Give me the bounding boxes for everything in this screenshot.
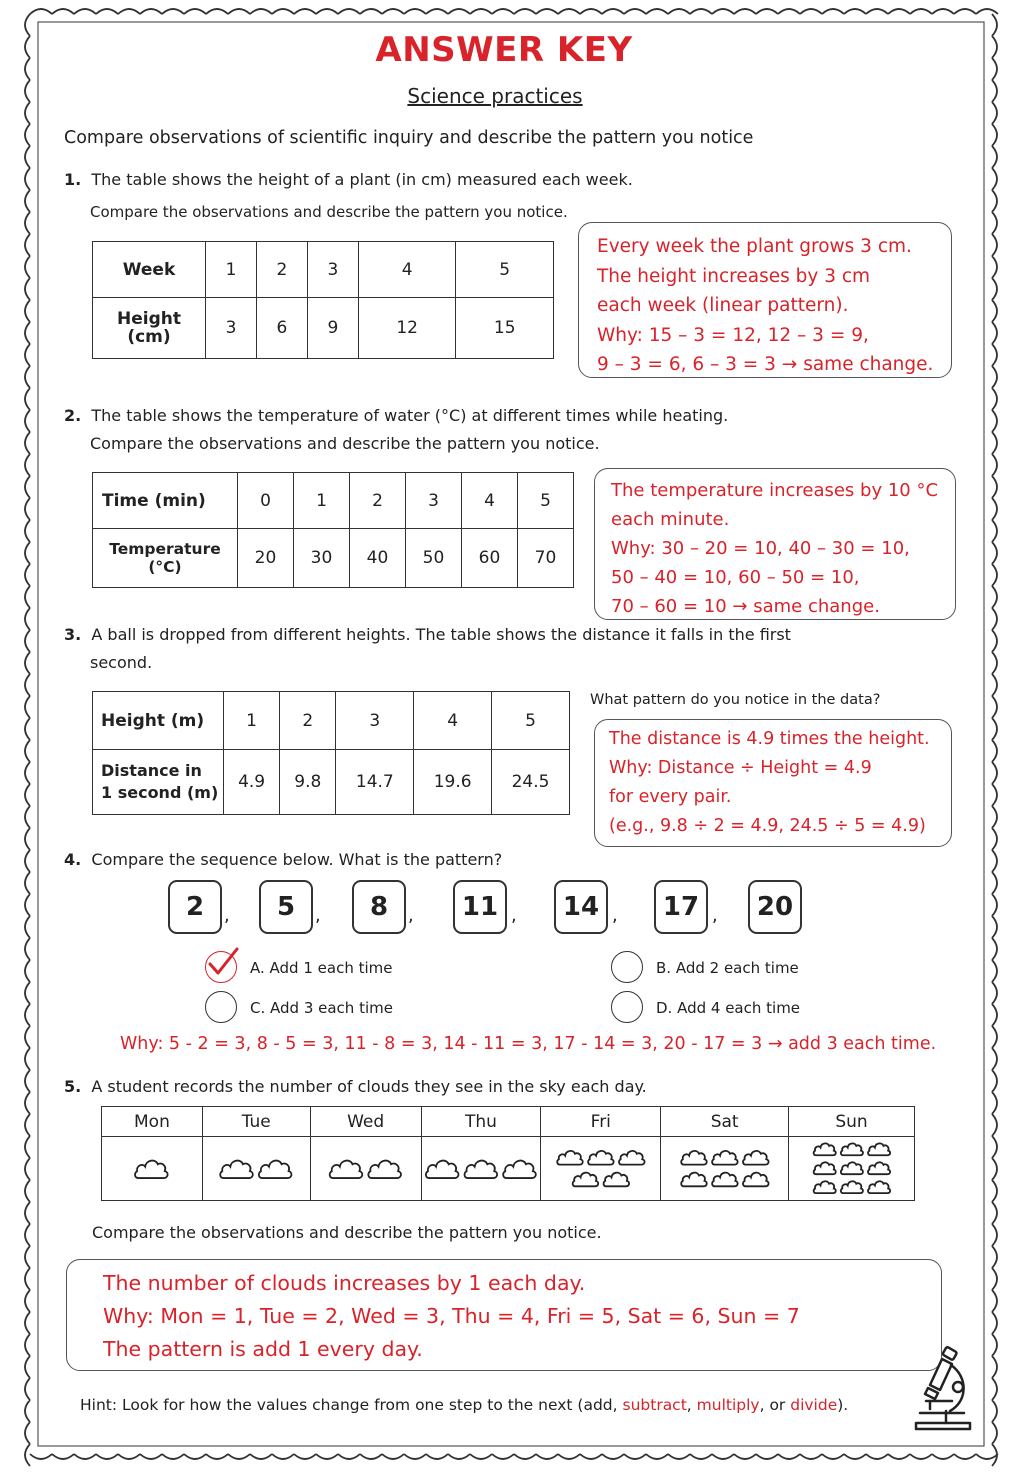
q1-table [92,241,554,359]
q3-row2-label-a: Distance in [101,761,202,780]
q2-time-cell: 0 [238,473,294,529]
q1-height-cell: 15 [456,298,554,359]
q1-answer-line: 9 – 3 = 6, 6 – 3 = 3 → same change. [597,354,934,375]
day-header-wed: Wed [310,1107,421,1137]
cloud-cell-sat [661,1137,789,1201]
cloud-icon [681,1151,707,1165]
q3-prompt: What pattern do you notice in the data? [590,692,881,708]
day-header-thu: Thu [421,1107,541,1137]
cloud-group [205,1137,307,1195]
day-header-tue: Tue [202,1107,310,1137]
q1-number: 1. [64,170,82,189]
option-a-label[interactable]: A. Add 1 each time [250,959,393,977]
cloud-icon [712,1151,738,1165]
q3-distance-cell: 9.8 [280,750,336,815]
q3-distance-cell: 19.6 [414,750,492,815]
sequence-term: 11 [453,880,507,934]
cloud-group [664,1137,786,1195]
q3-distance-cell: 4.9 [224,750,280,815]
q1-row1-label: Week [93,242,206,298]
q1-row2-label [93,298,206,359]
q2-row2-label-b: (°C) [148,558,182,576]
sequence-comma: , [224,905,230,926]
q5-question [64,1077,647,1096]
sequence-term: 17 [654,880,708,934]
q2-answer-line: each minute. [611,509,730,530]
q1-height-cell: 3 [206,298,257,359]
q2-time-cell: 2 [350,473,406,529]
check-icon [204,946,240,978]
cloud-icon [813,1143,835,1155]
hint-text [80,1396,848,1414]
q1-week-cell: 5 [456,242,554,298]
q3-answer-line: The distance is 4.9 times the height. [609,729,930,749]
option-d-label[interactable]: D. Add 4 each time [656,999,801,1017]
cloud-cell-fri [541,1137,661,1201]
hint-sep1: , [686,1396,697,1414]
q4-question [64,850,502,869]
cloud-group [104,1137,199,1195]
cloud-icon [840,1181,862,1193]
q3-answer-line: for every pair. [609,787,732,807]
day-header-mon: Mon [102,1107,203,1137]
q2-table [92,472,574,588]
sequence-term: 14 [554,880,608,934]
q3-height-cell: 3 [336,692,414,750]
q5-cloud-table [101,1106,915,1201]
day-header-fri: Fri [541,1107,661,1137]
q5-answer-line: Why: Mon = 1, Tue = 2, Wed = 3, Thu = 4, Fri = 5, Sat = 6, Sun = 7 [103,1304,800,1328]
q2-temp-cell: 70 [518,529,574,588]
sequence-term: 20 [748,880,802,934]
cloud-icon [330,1161,363,1178]
q2-row2-label [93,529,238,588]
q1-question [64,170,633,189]
q2-answer-line: The temperature increases by 10 °C [611,480,939,501]
q3-answer-line: (e.g., 9.8 ÷ 2 = 4.9, 24.5 ÷ 5 = 4.9) [609,816,926,836]
q3-height-cell: 2 [280,692,336,750]
sequence-term: 8 [352,880,406,934]
q1-text: The table shows the height of a plant (in cm) measured each week. [91,170,633,189]
cloud-icon [220,1161,253,1178]
q3-number: 3. [64,625,82,644]
option-b-radio[interactable] [611,951,643,983]
sequence-comma: , [511,905,517,926]
q2-question [64,406,728,425]
q2-time-cell: 5 [518,473,574,529]
cloud-cell-sun [789,1137,915,1201]
q2-time-cell: 1 [294,473,350,529]
cloud-icon [135,1161,168,1178]
q5-number: 5. [64,1077,82,1096]
q2-temp-cell: 30 [294,529,350,588]
cloud-cell-tue [202,1137,310,1201]
q2-answer-line: 70 – 60 = 10 → same change. [611,596,880,617]
option-d-radio[interactable] [611,991,643,1023]
q2-time-cell: 3 [406,473,462,529]
q2-temp-cell: 40 [350,529,406,588]
q1-answer-line: The height increases by 3 cm [597,265,871,287]
q4-text: Compare the sequence below. What is the pattern? [91,850,503,869]
cloud-icon [681,1173,707,1187]
cloud-icon [868,1143,890,1155]
cloud-cell-thu [421,1137,541,1201]
q1-subtext: Compare the observations and describe the pattern you notice. [90,203,568,221]
sequence-comma: , [315,905,321,926]
q3-row2-label-b: 1 second (m) [101,783,219,802]
cloud-icon [426,1161,459,1178]
q1-row2-label-b: (cm) [127,327,171,347]
cloud-icon [557,1151,583,1165]
q3-answer-line: Why: Distance ÷ Height = 4.9 [609,758,872,778]
q5-answer-line: The pattern is add 1 every day. [103,1337,423,1361]
q2-row2-label-a: Temperature [109,540,221,558]
cloud-icon [868,1181,890,1193]
cloud-icon [619,1151,645,1165]
cloud-icon [368,1161,401,1178]
q2-answer-box [594,468,956,620]
cloud-cell-mon [102,1137,203,1201]
instruction-text: Compare observations of scientific inquiry and describe the pattern you notice [64,128,754,148]
q3-height-cell: 5 [492,692,570,750]
cloud-icon [712,1173,738,1187]
cloud-icon [813,1162,835,1174]
cloud-group [792,1137,912,1195]
q3-height-cell: 1 [224,692,280,750]
hint-subtract: subtract [622,1396,687,1414]
q1-answer-box [578,222,952,378]
cloud-icon [743,1173,769,1187]
q1-week-cell: 4 [358,242,456,298]
sequence-comma: , [408,905,414,926]
q4-number: 4. [64,850,82,869]
day-header-sat: Sat [661,1107,789,1137]
q2-subtext: Compare the observations and describe the pattern you notice. [90,434,600,453]
q2-text: The table shows the temperature of water (°C) at different times while heating. [91,406,729,425]
hint-divide: divide [790,1396,838,1414]
option-b-label[interactable]: B. Add 2 each time [656,959,799,977]
q5-subtext: Compare the observations and describe the pattern you notice. [92,1223,602,1242]
q2-temp-cell: 60 [462,529,518,588]
q1-answer-line: each week (linear pattern). [597,295,849,316]
q3-answer-box [594,719,952,847]
q3-text-line2: second. [90,653,153,672]
q5-answer-line: The number of clouds increases by 1 each day. [103,1271,586,1295]
cloud-icon [464,1161,497,1178]
day-header-sun: Sun [789,1107,915,1137]
hint-suffix: ). [837,1396,849,1414]
cloud-group [544,1137,658,1195]
q3-height-cell: 4 [414,692,492,750]
q2-temp-cell: 50 [406,529,462,588]
q1-height-cell: 9 [307,298,358,359]
q1-height-cell: 12 [358,298,456,359]
q5-answer-box [66,1259,942,1371]
cloud-group [313,1137,418,1195]
q2-answer-line: 50 – 40 = 10, 60 – 50 = 10, [611,567,860,588]
q3-table [92,691,570,815]
q3-distance-cell: 24.5 [492,750,570,815]
microscope-icon [906,1343,978,1435]
q4-why: Why: 5 - 2 = 3, 8 - 5 = 3, 11 - 8 = 3, 14 - 11 = 3, 17 - 14 = 3, 20 - 17 = 3 → add 3 each time. [120,1034,937,1054]
sequence-comma: , [712,905,718,926]
option-a-radio[interactable] [205,951,237,983]
hint-prefix: Hint: Look for how the values change from one step to the next (add, [80,1396,623,1414]
q1-week-cell: 1 [206,242,257,298]
sequence-term: 2 [168,880,222,934]
cloud-icon [813,1181,835,1193]
q1-row2-label-a: Height [117,309,181,329]
cloud-icon [743,1151,769,1165]
q3-row2-label [93,750,224,815]
page-subtitle: Science practices [407,84,583,108]
q3-distance-cell: 14.7 [336,750,414,815]
q2-time-cell: 4 [462,473,518,529]
cloud-icon [603,1173,629,1187]
cloud-icon [503,1161,536,1178]
option-c-label[interactable]: C. Add 3 each time [250,999,393,1017]
hint-multiply: multiply [696,1396,760,1414]
q2-answer-line: Why: 30 – 20 = 10, 40 – 30 = 10, [611,538,910,559]
hint-sep2: , or [759,1396,791,1414]
q2-number: 2. [64,406,82,425]
q3-question [64,625,791,644]
q1-height-cell: 6 [256,298,307,359]
cloud-icon [868,1162,890,1174]
sequence-term: 5 [259,880,313,934]
q3-row1-label: Height (m) [93,692,224,750]
q5-text: A student records the number of clouds they see in the sky each day. [91,1077,647,1096]
q1-answer-line: Every week the plant grows 3 cm. [597,236,912,257]
q1-week-cell: 2 [256,242,307,298]
cloud-icon [588,1151,614,1165]
page-title: ANSWER KEY [375,30,633,70]
q2-row1-label: Time (min) [93,473,238,529]
q2-temp-cell: 20 [238,529,294,588]
q1-week-cell: 3 [307,242,358,298]
cloud-icon [259,1161,292,1178]
sequence-comma: , [612,905,618,926]
q1-answer-line: Why: 15 – 3 = 12, 12 – 3 = 9, [597,324,869,346]
cloud-cell-wed [310,1137,421,1201]
q3-text: A ball is dropped from different heights. The table shows the distance it falls in the first [91,625,791,644]
cloud-group [424,1137,538,1195]
cloud-icon [840,1162,862,1174]
cloud-icon [840,1143,862,1155]
cloud-icon [572,1173,598,1187]
option-c-radio[interactable] [205,991,237,1023]
